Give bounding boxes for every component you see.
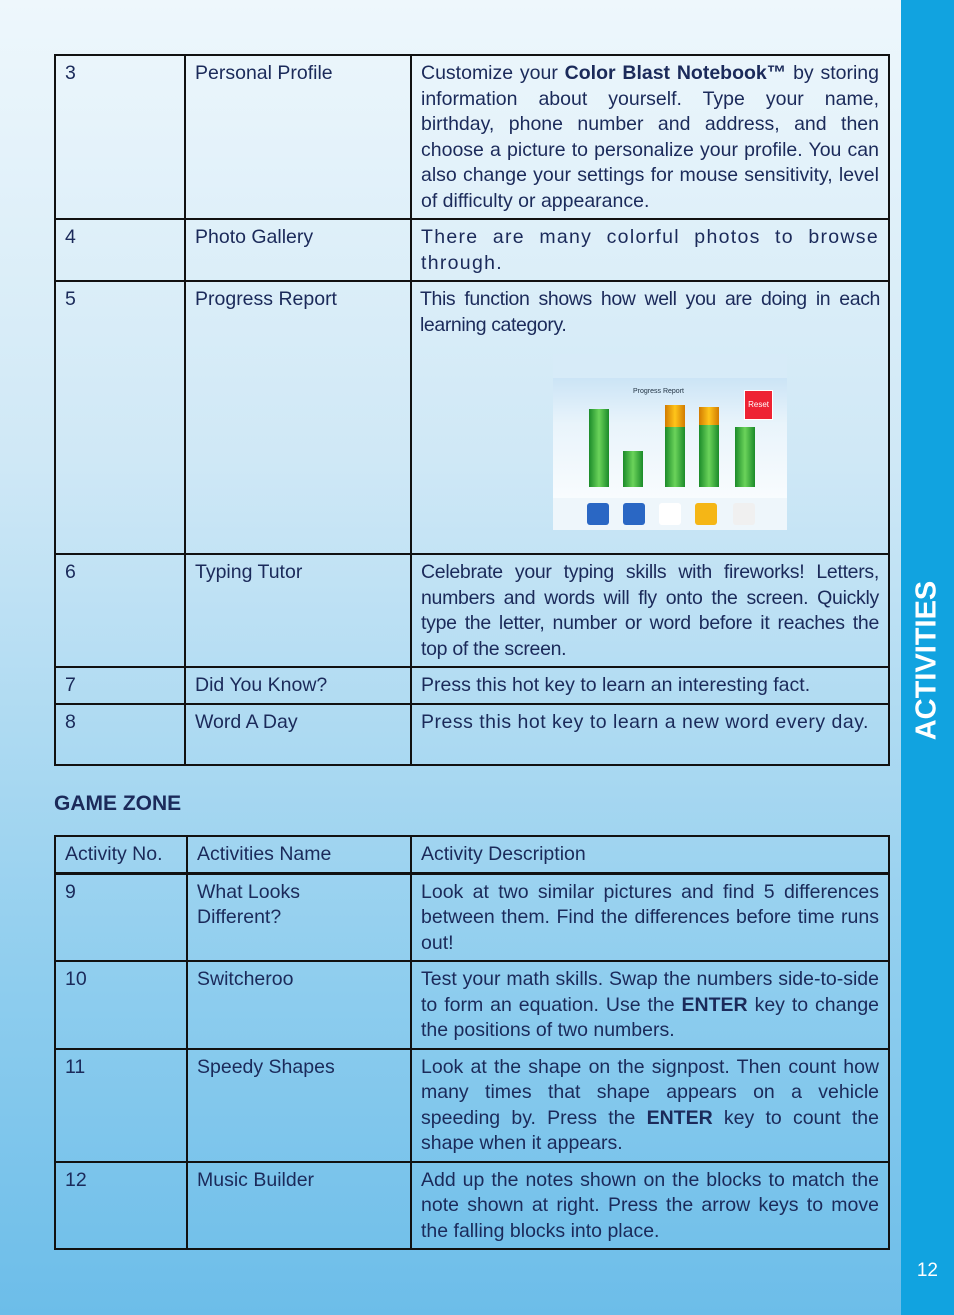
- table-row: [55, 55, 889, 219]
- activities-table-continued: [54, 54, 890, 766]
- progress-bar-green: [699, 425, 719, 487]
- activity-description: Press this hot key to learn an interesting fact.: [411, 667, 889, 704]
- column-header: Activity No.: [55, 836, 187, 873]
- activity-description: Celebrate your typing skills with fireworks! Letters, numbers and words will fly onto the screen. Quickly type the letter, number or word before it reaches the top of the screen.: [411, 554, 889, 667]
- progress-bar-orange: [665, 405, 685, 427]
- table-row: [55, 873, 889, 961]
- section-title: GAME ZONE: [54, 792, 182, 815]
- table-row: [55, 667, 889, 704]
- music-blocks-icon: [733, 503, 755, 525]
- screenshot-title: Progress Report: [633, 388, 684, 395]
- activity-name: Photo Gallery: [185, 219, 411, 281]
- activity-number: 12: [55, 1162, 187, 1250]
- activity-name: Word A Day: [185, 704, 411, 765]
- column-header: Activity Description: [411, 836, 889, 873]
- progress-bar-green: [735, 427, 755, 487]
- progress-bar-green: [623, 451, 643, 487]
- activity-description: This function shows how well you are doing in each learning category. Progress Report Reset: [411, 281, 889, 554]
- penguin-icon: [659, 503, 681, 525]
- activity-name: Did You Know?: [185, 667, 411, 704]
- table-row: [55, 704, 889, 765]
- progress-report-screenshot: [553, 354, 787, 530]
- activity-description: Add up the notes shown on the blocks to match the note shown at right. Press the arrow keys to move the falling blocks into place.: [411, 1162, 889, 1250]
- progress-bar-orange: [699, 407, 719, 425]
- activity-number: 5: [55, 281, 185, 554]
- activity-name: Typing Tutor: [185, 554, 411, 667]
- screenshot-reset-button: Reset: [744, 390, 773, 420]
- activity-description: There are many colorful photos to browse through.: [411, 219, 889, 281]
- activity-name: Progress Report: [185, 281, 411, 554]
- computer-icon: [587, 503, 609, 525]
- page-number: 12: [916, 1260, 938, 1281]
- table-row: [55, 961, 889, 1049]
- activity-number: 6: [55, 554, 185, 667]
- activity-name: Switcheroo: [187, 961, 411, 1049]
- column-header: Activities Name: [187, 836, 411, 873]
- table-row: [55, 554, 889, 667]
- activity-name: What Looks Different?: [187, 873, 411, 961]
- activity-number: 7: [55, 667, 185, 704]
- activity-description: Look at two similar pictures and find 5 differences between them. Find the differences before time runs out!: [411, 873, 889, 961]
- table-row: [55, 1162, 889, 1250]
- progress-bar: [665, 405, 685, 487]
- screenshot-icon-bar: [553, 498, 787, 530]
- activity-description: Press this hot key to learn a new word every day.: [411, 704, 889, 765]
- activity-name: Music Builder: [187, 1162, 411, 1250]
- progress-bar-green: [589, 409, 609, 487]
- activity-description: Test your math skills. Swap the numbers side-to-side to form an equation. Use the ENTER key to change the positions of two numbers.: [411, 961, 889, 1049]
- activity-number: 8: [55, 704, 185, 765]
- table-header-row: [55, 836, 889, 873]
- gallery-icon: [623, 503, 645, 525]
- game-zone-table: [54, 835, 890, 1250]
- progress-bar-green: [665, 427, 685, 487]
- activity-name: Speedy Shapes: [187, 1049, 411, 1162]
- activity-number: 4: [55, 219, 185, 281]
- side-tab-label: ACTIVITIES: [910, 580, 943, 740]
- progress-bar: [623, 451, 643, 487]
- screenshot-toolbar: [553, 354, 787, 378]
- progress-bar: [699, 407, 719, 487]
- table-row: [55, 281, 889, 554]
- progress-bar: [735, 427, 755, 487]
- activity-number: 11: [55, 1049, 187, 1162]
- car-icon: [695, 503, 717, 525]
- activity-description: Customize your Color Blast Notebook™ by storing information about yourself. Type your name, birthday, phone number and address, and then choose a picture to personalize your profile. You can also change your settings for mouse sensitivity, level of difficulty or appearance.: [411, 55, 889, 219]
- activity-number: 3: [55, 55, 185, 219]
- activity-description: Look at the shape on the signpost. Then count how many times that shape appears on a vehicle speeding by. Press the ENTER key to count the shape when it appears.: [411, 1049, 889, 1162]
- table-row: [55, 1049, 889, 1162]
- progress-bar: [589, 409, 609, 487]
- activity-number: 10: [55, 961, 187, 1049]
- activity-name: Personal Profile: [185, 55, 411, 219]
- activity-number: 9: [55, 873, 187, 961]
- table-row: [55, 219, 889, 281]
